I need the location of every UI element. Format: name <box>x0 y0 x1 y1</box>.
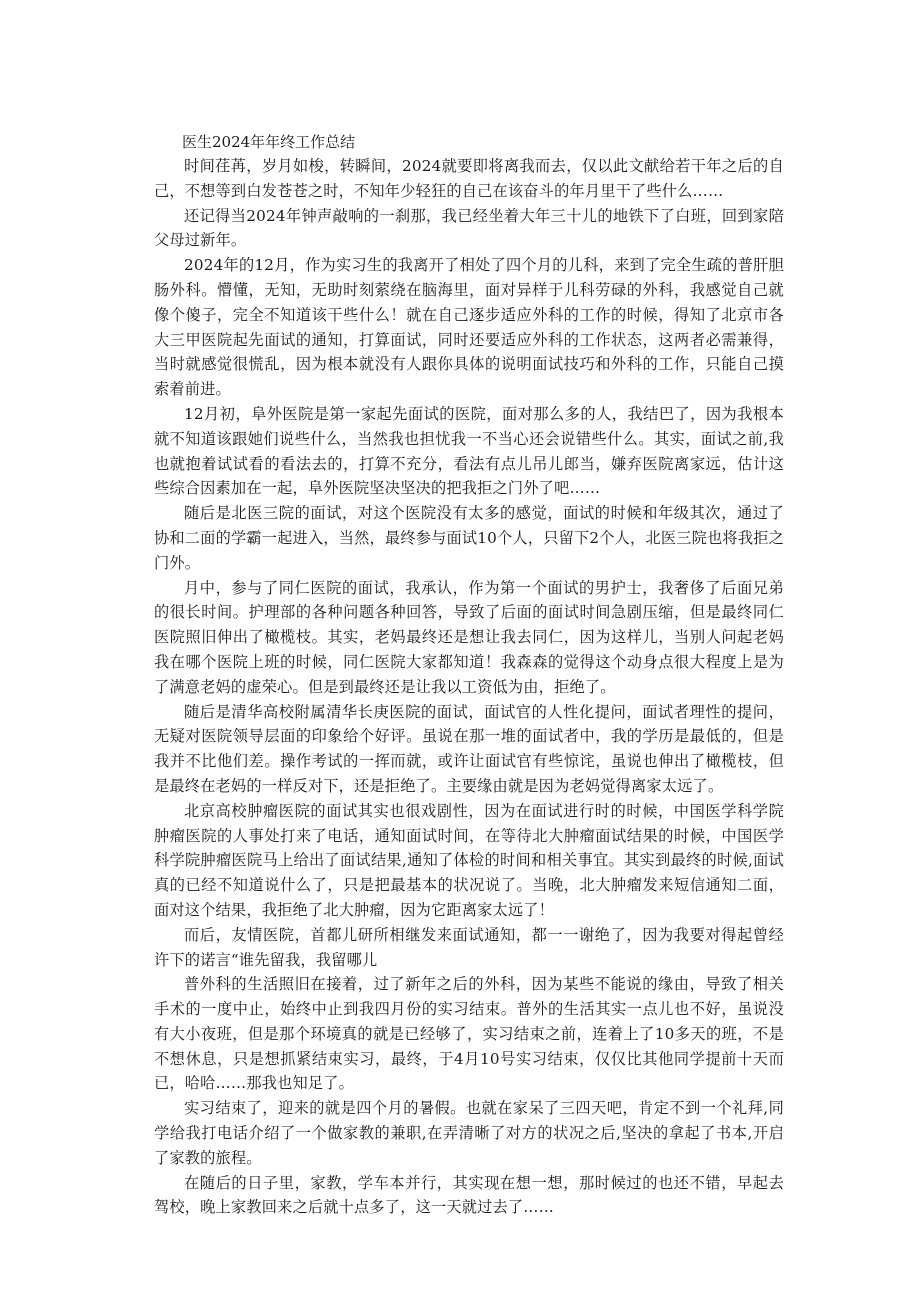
paragraph-11: 实习结束了，迎来的就是四个月的暑假。也就在家呆了三四天吧，肯定不到一个礼拜,同学给我打电话介绍了一个做家教的兼职,在弄清晰了对方的状况之后,坚决的拿起了书本,开启了家教的旅程。 <box>154 1099 784 1167</box>
paragraph-9: 而后，友情医院，首都儿研所相继发来面试通知，都一一谢绝了，因为我要对得起曾经许下的诺言“谁先留我，我留哪儿 <box>154 925 784 969</box>
paragraph-1: 时间荏苒，岁月如梭，转瞬间，2024就要即将离我而去，仅以此文献给若干年之后的自己，不想等到白发苍苍之时，不知年少轻狂的自己在该奋斗的年月里干了些什么…… <box>154 157 784 200</box>
document-page <box>154 130 784 1220</box>
paragraph-6: 月中，参与了同仁医院的面试，我承认，作为第一个面试的男护士，我奢侈了后面兄弟的很长时间。护理部的各种问题各种回答，导致了后面的面试时间急剧压缩，但是最终同仁医院照旧伸出了橄榄枝。其实，老妈最终还是想让我去同仁，因为这样儿，当别人问起老妈我在哪个医院上班的时候，同仁医院大家都知道！我森森的觉得这个动身点很大程度上是为了满意老妈的虚荣心。但是到最终还是让我以工资低为由，拒绝了。 <box>154 578 784 696</box>
paragraph-8: 北京高校肿瘤医院的面试其实也很戏剧性，因为在面试进行时的时候，中国医学科学院肿瘤医院的人事处打来了电话，通知面试时间，在等待北大肿瘤面试结果的时候，中国医学科学院肿瘤医院马上给出了面试结果,通知了体检的时间和相关事宜。其实到最终的时候,面试真的已经不知道说什么了，只是把最基本的状况说了。当晚，北大肿瘤发来短信通知二面，面对这个结果，我拒绝了北大肿瘤，因为它距离家太远了！ <box>154 801 784 919</box>
paragraph-5: 随后是北医三院的面试，对这个医院没有太多的感觉，面试的时候和年级其次，通过了协和二面的学霸一起进入，当然，最终参与面试10个人，只留下2个人，北医三院也将我拒之门外。 <box>154 504 784 572</box>
paragraph-4: 12月初，阜外医院是第一家起先面试的医院，面对那么多的人，我结巴了，因为我根本就不知道该跟她们说些什么，当然我也担忧我一不当心还会说错些什么。其实，面试之前,我也就抱着试试看的看法去的，打算不充分，看法有点儿吊儿郎当，嫌弃医院离家远，估计这些综合因素加在一起，阜外医院坚决坚决的把我拒之门外了吧…… <box>154 404 784 498</box>
document-title: 医生2024年年终工作总结 <box>182 133 356 151</box>
paragraph-2: 还记得当2024年钟声敲响的一刹那，我已经坐着大年三十儿的地铁下了白班，回到家陪父母过新年。 <box>154 206 784 250</box>
paragraph-12: 在随后的日子里，家教，学车本并行，其实现在想一想，那时候过的也还不错，早起去驾校，晚上家教回来之后就十点多了，这一天就过去了…… <box>154 1173 784 1217</box>
paragraph-3: 2024年的12月，作为实习生的我离开了相处了四个月的儿科，来到了完全生疏的普肝胆肠外科。懵懂，无知，无助时刻萦绕在脑海里，面对异样于儿科劳碌的外科，我感觉自己就像个傻子，完全不知道该干些什么！就在自己逐步适应外科的工作的时候，得知了北京市各大三甲医院起先面试的通知，打算面试，同时还要适应外科的工作状态，这两者必需兼得，当时就感觉很慌乱，因为根本就没有人跟你具体的说明面试技巧和外科的工作，只能自己摸索着前进。 <box>154 256 784 399</box>
paragraph-7: 随后是清华高校附属清华长庚医院的面试，面试官的人性化提问，面试者理性的提问，无疑对医院领导层面的印象给个好评。虽说在那一堆的面试者中，我的学历是最低的，但是我并不比他们差。操作考试的一挥而就，或许让面试官有些惊诧，虽说也伸出了橄榄枝，但是最终在老妈的一样反对下，还是拒绝了。主要缘由就是因为老妈觉得离家太远了。 <box>154 702 784 795</box>
paragraph-10: 普外科的生活照旧在接着，过了新年之后的外科，因为某些不能说的缘由，导致了相关手术的一度中止，始终中止到我四月份的实习结束。普外的生活其实一点儿也不好，虽说没有大小夜班，但是那个环境真的就是已经够了，实习结束之前，连着上了10多天的班，不是不想休息，只是想抓紧结束实习，最终，于4月10号实习结束，仅仅比其他同学提前十天而已，哈哈……那我也知足了。 <box>154 975 784 1093</box>
